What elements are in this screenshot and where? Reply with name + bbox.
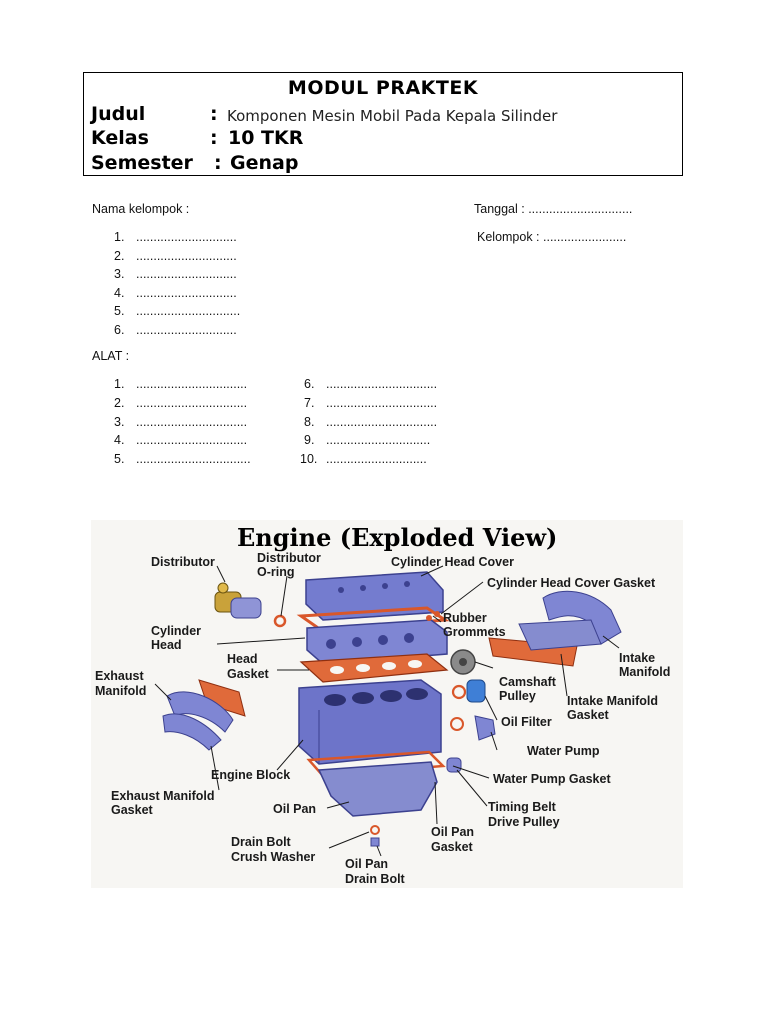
label-oil-pan-gasket-2: Gasket [431, 840, 473, 854]
label-head-gasket-1: Head [227, 652, 258, 666]
tanggal-field[interactable]: Tanggal : .............................. [474, 202, 633, 216]
member-line[interactable] [114, 230, 237, 244]
member-blank: ............................. [136, 286, 237, 300]
alat-blank: ................................ [136, 377, 248, 391]
alat-blank: ................................ [136, 396, 248, 410]
member-line[interactable] [114, 249, 237, 263]
judul-value: Komponen Mesin Mobil Pada Kepala Silinder [227, 107, 558, 125]
alat-label: ALAT : [92, 349, 130, 363]
label-camshaft-pulley-2: Pulley [499, 689, 536, 703]
alat-line[interactable] [114, 415, 247, 429]
label-drain-bolt-1: Drain Bolt [231, 835, 291, 849]
alat-blank: ................................ [326, 415, 438, 429]
label-exhaust-manifold-gasket-2: Gasket [111, 803, 153, 817]
kelas-row [91, 127, 304, 149]
kelas-label: Kelas [91, 127, 149, 149]
judul-label: Judul [91, 103, 146, 125]
label-exhaust-manifold-1: Exhaust [95, 669, 144, 683]
alat-number: 1. [114, 377, 125, 391]
alat-blank: ................................ [136, 415, 248, 429]
kelompok-field[interactable]: Kelompok : ........................ [477, 230, 627, 244]
label-head-gasket-2: Gasket [227, 667, 269, 681]
alat-number: 3. [114, 415, 125, 429]
label-distributor-oring-2: O-ring [257, 565, 295, 579]
member-blank: ............................. [136, 323, 237, 337]
nama-kelompok-label: Nama kelompok : [92, 202, 190, 216]
label-oil-pan-gasket-1: Oil Pan [431, 825, 475, 839]
member-line[interactable] [114, 304, 240, 318]
label-water-pump-gasket: Water Pump Gasket [493, 772, 611, 786]
label-exhaust-manifold-2: Manifold [95, 684, 147, 698]
member-number: 2. [114, 249, 125, 263]
alat-line[interactable] [114, 377, 247, 391]
alat-line[interactable] [114, 433, 247, 447]
label-timing-belt-1: Timing Belt [488, 800, 556, 814]
drain-bolt-part [371, 838, 379, 846]
label-oil-pan-drain-bolt-1: Oil Pan [345, 857, 389, 871]
alat-number: 2. [114, 396, 125, 410]
alat-line[interactable] [300, 452, 427, 466]
label-cylinder-head-cover-gasket: Cylinder Head Cover Gasket [487, 576, 656, 590]
label-intake-manifold-gasket-2: Gasket [567, 708, 609, 722]
semester-colon: : [214, 152, 222, 174]
semester-label: Semester [91, 152, 193, 174]
alat-number: 5. [114, 452, 125, 466]
label-cylinder-head-1: Cylinder [151, 624, 202, 638]
label-rubber-grommets-1: Rubber [443, 611, 487, 625]
module-title: MODUL PRAKTEK [287, 77, 479, 99]
drain-bolt-washer-part [371, 826, 379, 834]
label-exhaust-manifold-gasket-1: Exhaust Manifold [111, 789, 215, 803]
alat-number: 10. [300, 452, 318, 466]
engine-diagram-svg [91, 520, 683, 888]
intake-manifold-part [519, 591, 621, 650]
member-blank: .............................. [136, 304, 241, 318]
member-blank: ............................. [136, 230, 237, 244]
oil-filter-part [453, 680, 485, 702]
label-intake-manifold-1: Intake [619, 651, 656, 665]
module-header [83, 72, 683, 176]
alat-line[interactable] [114, 396, 247, 410]
alat-number: 9. [304, 433, 315, 447]
label-water-pump: Water Pump [527, 744, 600, 758]
kelas-value: 10 TKR [228, 127, 304, 149]
label-engine-block: Engine Block [211, 768, 291, 782]
alat-blank: ................................ [136, 433, 248, 447]
engine-diagram [91, 520, 683, 888]
oil-pan-part [319, 762, 437, 816]
label-cylinder-head-cover: Cylinder Head Cover [391, 555, 514, 569]
label-timing-belt-2: Drive Pulley [488, 815, 560, 829]
alat-blank: ................................ [326, 396, 438, 410]
alat-number: 6. [304, 377, 315, 391]
alat-line[interactable] [304, 433, 430, 447]
alat-line[interactable] [304, 396, 437, 410]
alat-number: 7. [304, 396, 315, 410]
alat-number: 4. [114, 433, 125, 447]
alat-line[interactable] [114, 452, 251, 466]
member-number: 1. [114, 230, 125, 244]
member-blank: ............................. [136, 249, 237, 263]
alat-blank: ................................ [326, 377, 438, 391]
judul-row [91, 103, 558, 125]
water-pump-part [451, 716, 495, 740]
label-oil-pan: Oil Pan [273, 802, 317, 816]
diagram-title: Engine (Exploded View) [237, 523, 558, 552]
alat-blank: .............................. [326, 433, 431, 447]
kelas-colon: : [210, 127, 218, 149]
alat-line[interactable] [304, 377, 437, 391]
label-intake-manifold-2: Manifold [619, 665, 671, 679]
label-camshaft-pulley-1: Camshaft [499, 675, 556, 689]
label-oil-filter: Oil Filter [501, 715, 552, 729]
distributor-oring-part [275, 616, 285, 626]
label-drain-bolt-2: Crush Washer [231, 850, 316, 864]
member-number: 6. [114, 323, 125, 337]
label-intake-manifold-gasket-1: Intake Manifold [567, 694, 658, 708]
label-distributor-oring-1: Distributor [257, 551, 321, 565]
member-number: 4. [114, 286, 125, 300]
alat-blank: ................................. [136, 452, 251, 466]
camshaft-pulley-part [451, 650, 475, 674]
member-line[interactable] [114, 267, 237, 281]
member-number: 3. [114, 267, 125, 281]
label-distributor: Distributor [151, 555, 215, 569]
semester-value: Genap [230, 152, 299, 174]
member-line[interactable] [114, 323, 237, 337]
label-rubber-grommets-2: Grommets [443, 625, 506, 639]
member-line[interactable] [114, 286, 237, 300]
label-cylinder-head-2: Head [151, 638, 182, 652]
member-blank: ............................. [136, 267, 237, 281]
alat-line[interactable] [304, 415, 437, 429]
timing-belt-pulley-part [447, 758, 461, 772]
distributor-part [215, 583, 261, 618]
member-number: 5. [114, 304, 125, 318]
alat-blank: ............................. [326, 452, 427, 466]
label-oil-pan-drain-bolt-2: Drain Bolt [345, 872, 405, 886]
judul-colon: : [210, 103, 218, 125]
alat-number: 8. [304, 415, 315, 429]
semester-row [91, 152, 299, 174]
